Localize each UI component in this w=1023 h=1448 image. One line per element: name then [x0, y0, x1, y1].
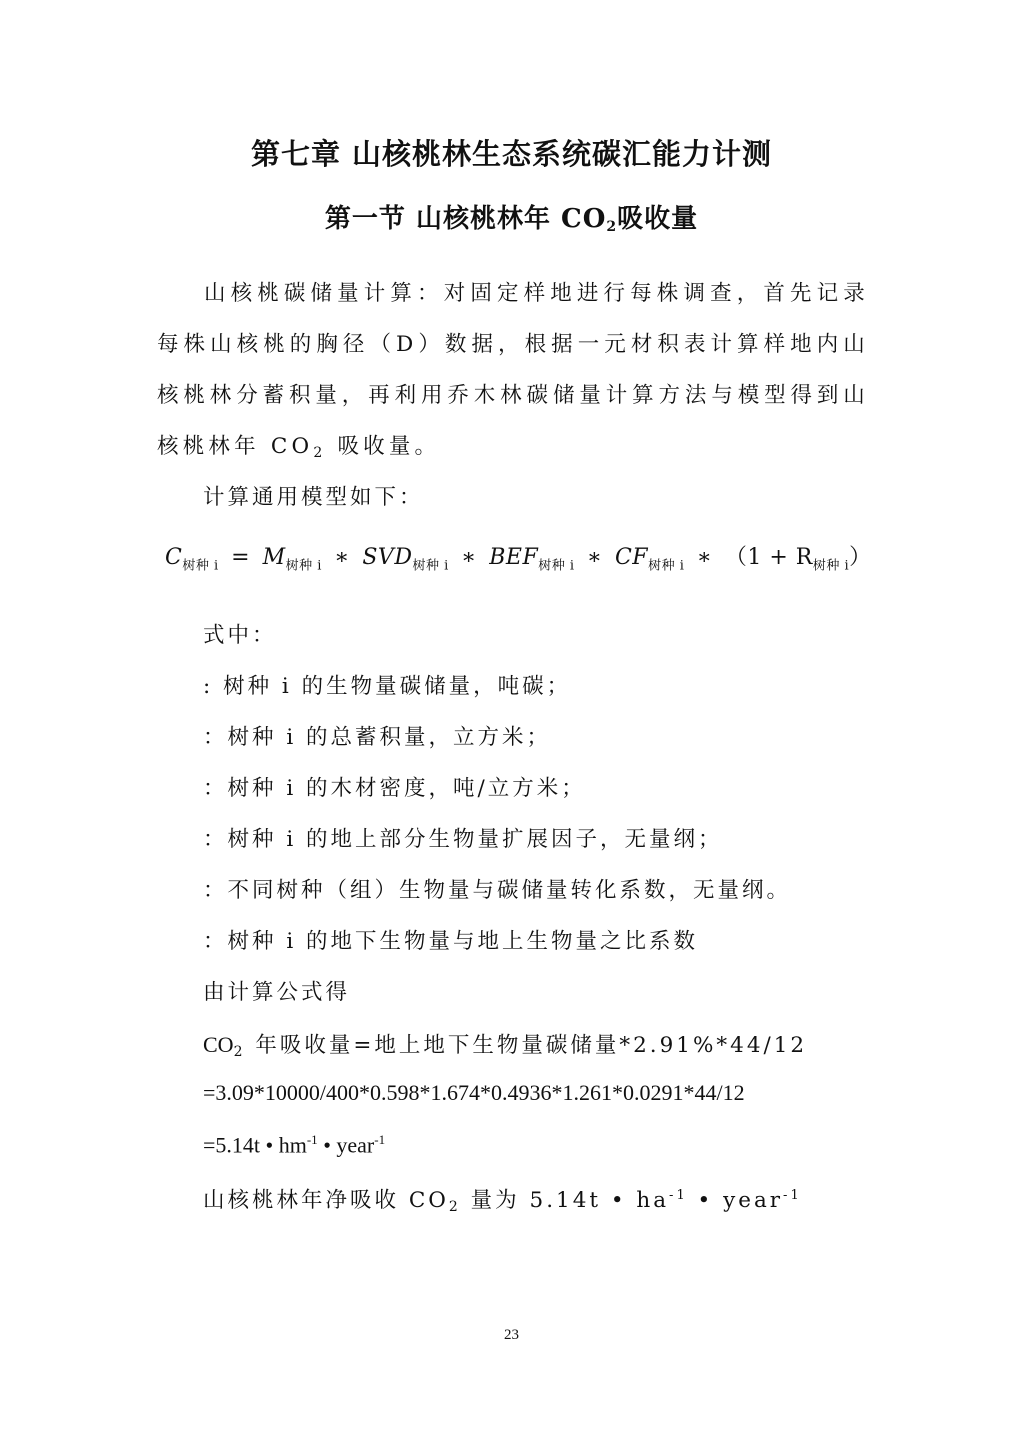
- paragraph-subscript: 2: [313, 445, 327, 461]
- result-sup1: -1: [669, 1187, 688, 1203]
- result-sup2: -1: [783, 1187, 802, 1203]
- calc-line-3: [203, 1132, 385, 1158]
- intro-paragraph: [157, 268, 869, 479]
- paragraph-text-pre: 山核桃碳储量计算：对固定样地进行每株调查，首先记录每株山核桃的胸径（D）数据，根据一元材积表计算样地内山核桃林分蓄积量，再利用乔木林碳储量计算方法与模型得到山核桃林年 CO: [157, 281, 869, 459]
- model-intro: 计算通用模型如下：: [203, 485, 424, 510]
- formula-sub: 树种 i: [648, 558, 685, 574]
- formula-sub: 树种 i: [285, 558, 322, 574]
- formula-bef: BEF: [489, 545, 539, 570]
- where-label: 式中：: [203, 623, 277, 648]
- section-title-post: 吸收量: [617, 204, 699, 234]
- formula-sub: 树种 i: [182, 558, 219, 574]
- calc-line1-subscript: 2: [233, 1044, 246, 1060]
- section-title: [0, 198, 1023, 235]
- calc-line1-pre: CO: [203, 1032, 234, 1057]
- formula-sub: 树种 i: [538, 558, 575, 574]
- result-pre: 山核桃林年净吸收 CO: [203, 1188, 449, 1213]
- formula-times: ∗: [696, 545, 713, 570]
- calc-line3-sup2: -1: [374, 1132, 386, 1147]
- calc-line3-a: =5.14t • hm: [203, 1132, 307, 1158]
- calc-line-2: =3.09*10000/400*0.598*1.674*0.4936*1.261*0.0291*44/12: [203, 1080, 745, 1105]
- formula-times: ∗: [461, 545, 477, 570]
- definition-root-shoot-ratio: ：树种 i 的地下生物量与地上生物量之比系数: [203, 929, 699, 954]
- formula-sub: 树种 i: [412, 558, 449, 574]
- carbon-formula: [165, 540, 872, 573]
- section-title-pre: 第一节 山核桃林年 CO: [324, 204, 607, 234]
- page-number: 23: [504, 1327, 519, 1343]
- result-line: [203, 1183, 802, 1215]
- section-title-subscript: 2: [606, 219, 618, 235]
- definition-carbon-storage: : 树种 i 的生物量碳储量，吨碳；: [203, 674, 572, 699]
- result-subscript: 2: [448, 1199, 461, 1215]
- formula-cf: CF: [614, 545, 649, 570]
- formula-times: ∗: [334, 545, 350, 570]
- definition-conversion-coefficient: ：不同树种（组）生物量与碳储量转化系数，无量纲。: [203, 878, 792, 903]
- formula-svd: SVD: [362, 545, 413, 570]
- definition-total-volume: ：树种 i 的总蓄积量，立方米；: [203, 725, 552, 750]
- result-b: • year: [687, 1188, 784, 1213]
- formula-times: ∗: [587, 545, 603, 570]
- formula-sub: 树种 i: [812, 558, 850, 574]
- chapter-title: 第七章 山核桃林生态系统碳汇能力计测: [250, 137, 773, 171]
- definition-wood-density: ：树种 i 的木材密度，吨/立方米；: [203, 776, 586, 801]
- formula-paren-open: （1 + R: [724, 545, 813, 570]
- calc-line1-post: 年吸收量=地上地下生物量碳储量*2.91%*44/12: [245, 1033, 808, 1058]
- formula-paren-close: ）: [849, 545, 872, 570]
- result-mid: 量为 5.14t • ha: [460, 1188, 670, 1213]
- calc-intro: 由计算公式得: [203, 980, 351, 1005]
- calc-line-1: [203, 1028, 807, 1060]
- paragraph-text-post: 吸收量。: [326, 434, 441, 459]
- calc-line3-sup1: -1: [306, 1132, 318, 1147]
- formula-m: M: [262, 545, 286, 570]
- formula-c: C: [165, 545, 183, 570]
- formula-equals: =: [231, 545, 251, 570]
- calc-line3-b: • year: [317, 1132, 375, 1158]
- definition-expansion-factor: ：树种 i 的地上部分生物量扩展因子，无量纲；: [203, 827, 723, 852]
